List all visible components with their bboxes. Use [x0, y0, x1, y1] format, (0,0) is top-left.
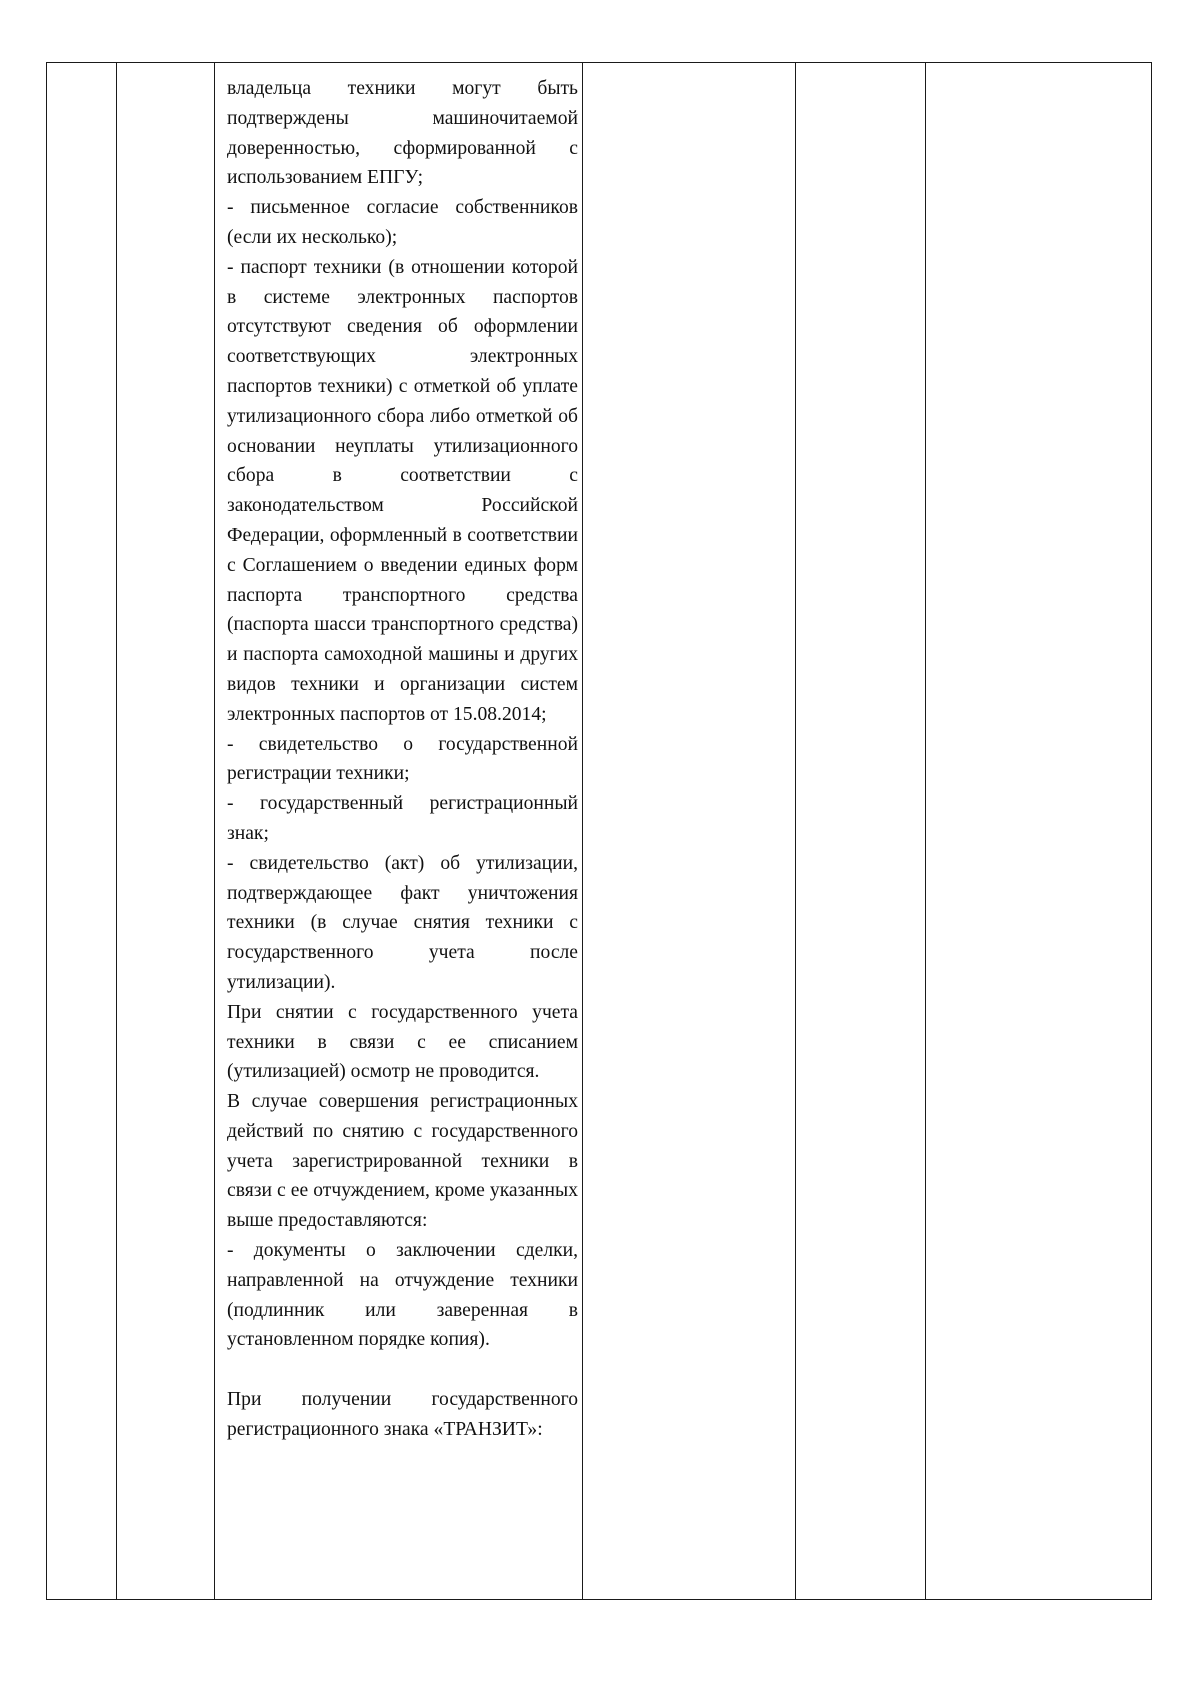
table-cell-empty [117, 62, 214, 1600]
paragraph: - документы о заключении сделки, направленной на отчуждение техники (подлинник или заверенная в установленном порядке копия). [227, 1240, 578, 1351]
paragraph: При снятии с государственного учета техники в связи с ее списанием (утилизацией) осмотр не проводится. [227, 1001, 578, 1083]
table-cell-empty [796, 62, 925, 1600]
paragraph: - паспорт техники (в отношении которой в системе электронных паспортов отсутствуют сведения об оформлении соответствующих электронных паспортов техники) с отметкой об уплате утилизационного сбора либо отметкой об основании неуплаты утилизационного сбора в соответствии с законодательством Российской Федерации, оформленный в соответствии с Соглашением о введении единых форм паспорта транспортного средства (паспорта шасси транспортного средства) и паспорта самоходной машины и других видов техники и организации систем электронных паспортов от 15.08.2014; [227, 256, 578, 725]
paragraph: При получении государственного регистрационного знака «ТРАНЗИТ»: [227, 1389, 578, 1440]
paragraph: В случае совершения регистрационных действий по снятию с государственного учета зарегистрированной техники в связи с ее отчуждением, кроме указанных выше предоставляются: [227, 1091, 578, 1232]
paragraph: - свидетельство о государственной регистрации техники; [227, 733, 578, 785]
paragraph: владельца техники могут быть подтверждены машиночитаемой доверенностью, сформированной с использованием ЕПГУ; [227, 78, 578, 189]
table-cell-empty [47, 62, 116, 1600]
paragraph: - государственный регистрационный знак; [227, 793, 578, 844]
table-cell-requirements-text [215, 62, 582, 1600]
paragraph: - письменное согласие собственников (если их несколько); [227, 197, 578, 248]
table-cell-empty [926, 62, 1151, 1600]
paragraph: - свидетельство (акт) об утилизации, подтверждающее факт уничтожения техники (в случае снятия техники с государственного учета после утилизации). [227, 852, 578, 993]
table-cell-empty [583, 62, 795, 1600]
